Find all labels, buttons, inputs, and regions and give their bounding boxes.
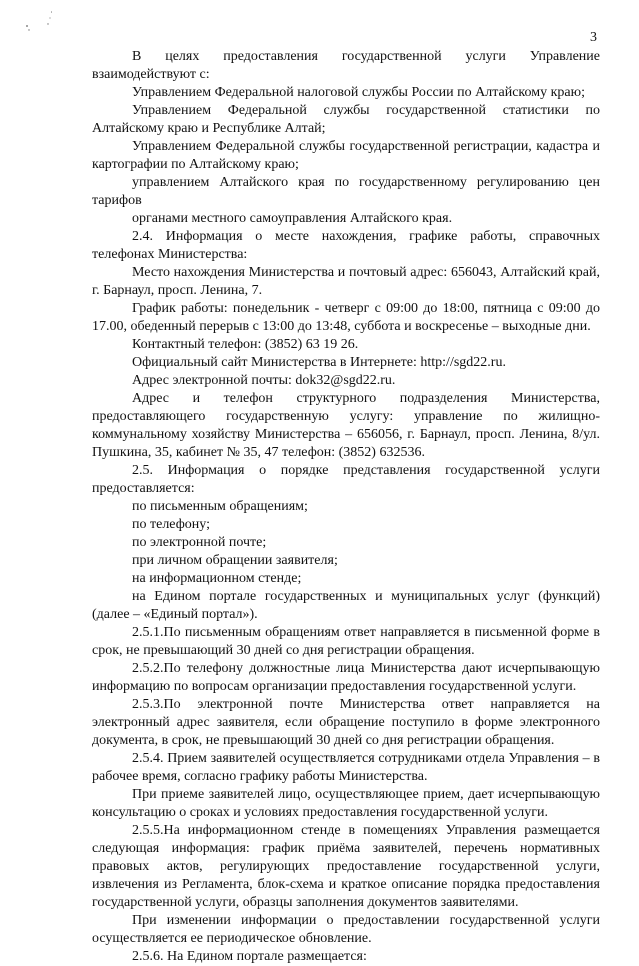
section-2-5-2: 2.5.2.По телефону должностные лица Министерства дают исчерпывающую информацию по вопросам организации предоставления государственной услуги. <box>92 661 600 694</box>
section-2-5-1: 2.5.1.По письменным обращениям ответ направляется в письменной форме в срок, не превышающий 30 дней со дня регистрации обращения. <box>92 625 600 658</box>
list-item-phone: по телефону; <box>132 517 210 532</box>
paragraph-department-address: Адрес и телефон структурного подразделения Министерства, предоставляющего государственную услугу: управление по жилищно-коммунальному хозяйству Министерства – 656056, г. Барнаул, просп. Ленина, 8/ул. Пушкина, 35, кабинет № 35, 47 телефон: (3852) 632536. <box>92 391 600 460</box>
section-2-5-5: 2.5.5.На информационном стенде в помещениях Управления размещается следующая информация: график приёма заявителей, перечень нормативных правовых актов, регулирующих предоставление государственной услуги, извлечения из Регламента, блок-схема и краткое описание порядка предоставления государственной услуги, образцы заполнения документов заявителями. <box>92 823 600 910</box>
paragraph-interaction-intro: В целях предоставления государственной услуги Управление взаимодействуют с: <box>92 49 600 82</box>
paragraph-website: Официальный сайт Министерства в Интернете: http://sgd22.ru. <box>132 355 506 370</box>
list-item-email: по электронной почте; <box>132 535 267 550</box>
paragraph-update: При изменении информации о предоставлении государственной услуги осуществляется ее периодическое обновление. <box>92 913 600 946</box>
paragraph-email: Адрес электронной почты: dok32@sgd22.ru. <box>132 373 396 388</box>
paragraph-location: Место нахождения Министерства и почтовый адрес: 656043, Алтайский край, г. Барнаул, просп. Ленина, 7. <box>92 265 600 298</box>
scan-artifact-marks <box>22 8 52 38</box>
list-item-tax-service: Управлением Федеральной налоговой службы России по Алтайскому краю; <box>132 85 585 100</box>
document-body <box>92 48 600 966</box>
list-item-personal: при личном обращении заявителя; <box>132 553 338 568</box>
section-2-5-3: 2.5.3.По электронной почте Министерства ответ направляется на электронный адрес заявителя, если обращение поступило в форме электронного документа, в срок, не превышающий 30 дней со дня регистрации обращения. <box>92 697 600 748</box>
paragraph-consultation: При приеме заявителей лицо, осуществляющее прием, дает исчерпывающую консультацию о сроках и условиях предоставления государственной услуги. <box>92 787 600 820</box>
list-item-stand: на информационном стенде; <box>132 571 302 586</box>
list-item-written: по письменным обращениям; <box>132 499 308 514</box>
list-item-local-government: органами местного самоуправления Алтайского края. <box>132 211 453 226</box>
list-item-statistics-service: Управлением Федеральной службы государственной статистики по Алтайскому краю и Республике Алтай; <box>92 103 600 136</box>
list-item-tariff-regulation: управлением Алтайского края по государственному регулированию цен тарифов <box>92 175 600 208</box>
list-item-portal: на Едином портале государственных и муниципальных услуг (функций) (далее – «Единый портал»). <box>92 589 600 622</box>
section-2-5-heading: 2.5. Информация о порядке представления государственной услуги предоставляется: <box>92 463 600 496</box>
section-2-5-6: 2.5.6. На Едином портале размещается: <box>132 949 367 964</box>
section-2-5-4: 2.5.4. Прием заявителей осуществляется сотрудниками отдела Управления – в рабочее время, согласно графику работы Министерства. <box>92 751 600 784</box>
list-item-registration-service: Управлением Федеральной службы государственной регистрации, кадастра и картографии по Алтайскому краю; <box>92 139 600 172</box>
paragraph-contact-phone: Контактный телефон: (3852) 63 19 26. <box>132 337 359 352</box>
page-number: 3 <box>590 30 597 45</box>
section-2-4-heading: 2.4. Информация о месте нахождения, графике работы, справочных телефонах Министерства: <box>92 229 600 262</box>
paragraph-work-schedule: График работы: понедельник - четверг с 09:00 до 18:00, пятница с 09:00 до 17.00, обеденный перерыв с 13:00 до 13:48, суббота и воскресенье – выходные дни. <box>92 301 600 334</box>
